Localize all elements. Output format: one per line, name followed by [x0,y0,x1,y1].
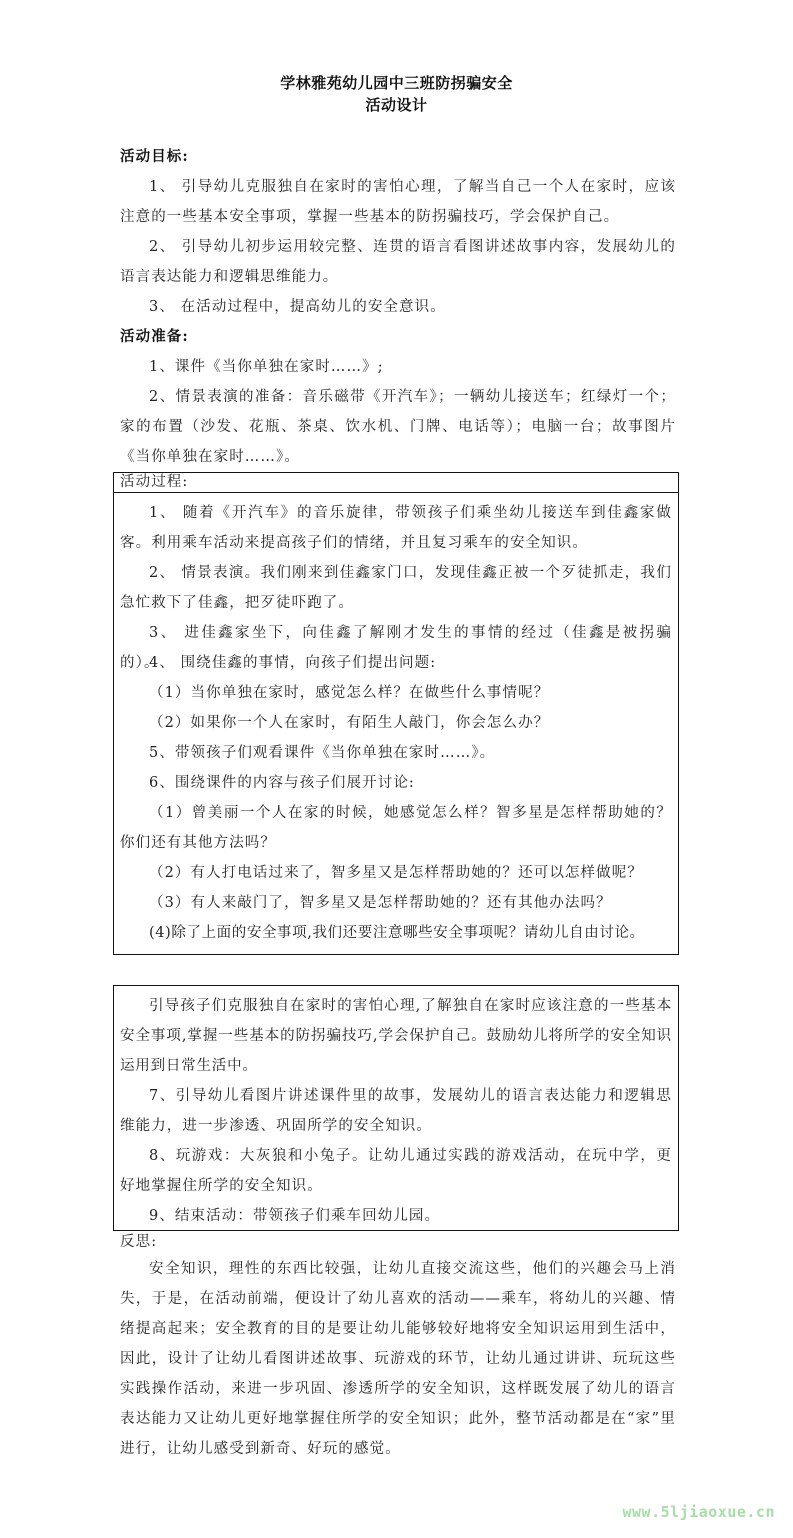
reflection-heading: 反思: [120,1234,158,1250]
process-box-2 [113,985,679,1231]
process-continued-summary: 引导孩子们克服独自在家时的害怕心理,了解独自在家时应该注意的一些基本安全事项,掌握一些基本的防拐骗技巧,学会保护自己。鼓励幼儿将所学的安全知识运用到日常生活中。 [120,998,672,1074]
process-item-9: 9、结束活动：带领孩子们乘车回幼儿园。 [149,1208,441,1224]
process-item-5: 5、带领孩子们观看课件《当你单独在家时……》。 [149,745,496,761]
process-box-1 [113,472,679,955]
title-line-1: 学林雅苑幼儿园中三班防拐骗安全 [280,74,513,92]
goal-item-3: 3、 在活动过程中，提高幼儿的安全意识。 [149,299,446,315]
goal-item-1: 1、 引导幼儿克服独自在家时的害怕心理，了解当自己一个人在家时，应该注意的一些基本安全事项，掌握一些基本的防拐骗技巧，学会保护自己。 [120,179,676,225]
process-item-2: 2、 情景表演。我们刚来到佳鑫家门口，发现佳鑫正被一个歹徒抓走，我们急忙救下了佳鑫，把歹徒吓跑了。 [120,565,672,611]
watermark: www.5ljiaoxue.cn [622,1503,775,1521]
discussion-item-2: （2）有人打电话过来了，智多星又是怎样帮助她的？还可以怎样做呢？ [149,865,643,881]
reflection-text: 安全知识，理性的东西比较强，让幼儿直接交流这些，他们的兴趣会马上消失，于是，在活动前端，便设计了幼儿喜欢的活动——乘车，将幼儿的兴趣、情绪提高起来；安全教育的目的是要让幼儿能够较好地将安全知识运用到生活中，因此，设计了让幼儿看图讲述故事、玩游戏的环节，让幼儿通过讲讲、玩玩这些实践操作活动，来进一步巩固、渗透所学的安全知识，这样既发展了幼儿的语言表达能力又让幼儿更好地掌握住所学的安全知识；此外，整节活动都是在“家”里进行，让幼儿感受到新奇、好玩的感觉。 [120,1261,676,1457]
preparation-item-1: 1、课件《当你单独在家时……》; [149,359,384,375]
document-title [0,72,793,116]
goals-heading: 活动目标: [120,148,189,165]
process-item-3: 3、 进佳鑫家坐下，向佳鑫了解刚才发生的事情的经过（佳鑫是被拐骗的）。 [120,625,672,671]
process-item-1: 1、 随着《开汽车》的音乐旋律，带领孩子们乘坐幼儿接送车到佳鑫家做客。利用乘车活动来提高孩子们的情绪，并且复习乘车的安全知识。 [120,505,672,551]
title-line-2: 活动设计 [365,96,428,114]
preparation-heading: 活动准备: [120,328,189,345]
process-question-2: （2）如果你一个人在家时，有陌生人敲门，你会怎么办？ [149,715,550,731]
discussion-item-3: （3）有人来敲门了，智多星又是怎样帮助她的？还有其他办法吗？ [149,895,612,911]
process-item-8: 8、玩游戏：大灰狼和小兔子。让幼儿通过实践的游戏活动，在玩中学，更好地掌握住所学的安全知识。 [120,1148,672,1194]
process-item-4: 4、 围绕佳鑫的事情，向孩子们提出问题: [149,655,437,671]
discussion-item-4: (4)除了上面的安全事项,我们还要注意哪些安全事项呢？请幼儿自由讨论。 [149,925,645,941]
process-heading: 活动过程: [114,473,678,493]
preparation-item-2: 2、情景表演的准备：音乐磁带《开汽车》；一辆幼儿接送车；红绿灯一个；家的布置（沙发、花瓶、茶桌、饮水机、门牌、电话等）；电脑一台；故事图片《当你单独在家时……》。 [120,389,676,465]
process-question-1: （1）当你单独在家时，感觉怎么样？在做些什么事情呢？ [149,685,550,701]
goal-item-2: 2、 引导幼儿初步运用较完整、连贯的语言看图讲述故事内容，发展幼儿的语言表达能力和逻辑思维能力。 [120,239,676,285]
process-item-7: 7、引导幼儿看图片讲述课件里的故事，发展幼儿的语言表达能力和逻辑思维能力，进一步渗透、巩固所学的安全知识。 [120,1088,672,1134]
process-item-6: 6、围绕课件的内容与孩子们展开讨论: [149,775,415,791]
discussion-item-1: （1）曾美丽一个人在家的时候，她感觉怎么样？智多星是怎样帮助她的？你们还有其他方法吗？ [120,805,672,851]
